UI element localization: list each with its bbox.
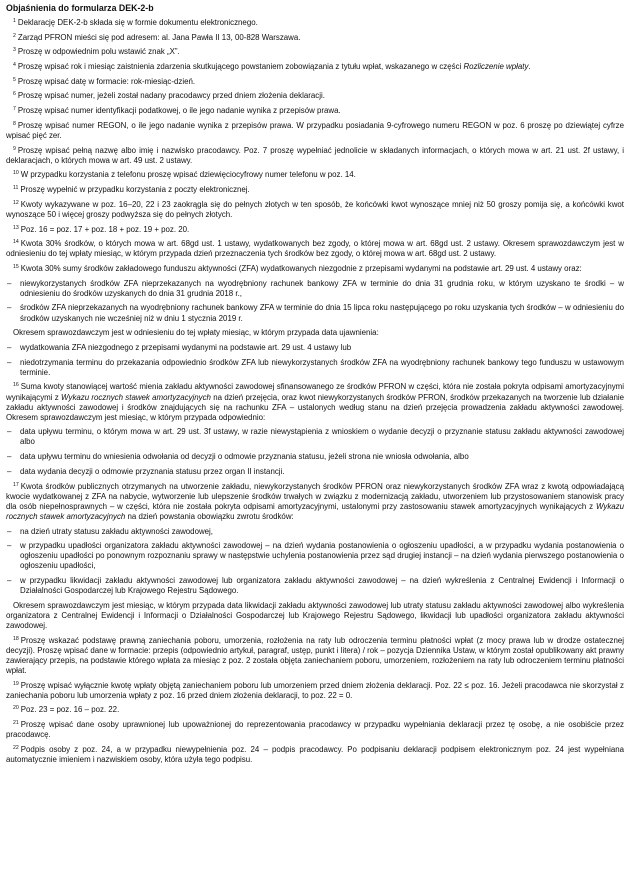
note-text: Proszę wpisać dane osoby uprawnionej lub upoważnionej do reprezentowania pracodawcy w przypadku wypełniania deklaracji przez tę osobę, a nie osobiście przez pracodawcę.: [6, 720, 624, 740]
note-text: Proszę wpisać numer, jeżeli został nadany pracodawcy przed dniem złożenia deklaracji.: [17, 91, 325, 101]
note-4: [6, 62, 624, 72]
note-15-list-a: [6, 279, 624, 324]
footnote-number: 8: [13, 120, 16, 127]
note-text: Zarząd PFRON mieści się pod adresem: al. Jana Pawła II 13, 00-828 Warszawa.: [17, 32, 301, 42]
note-9: [6, 146, 624, 166]
note-text: Kwota środków publicznych otrzymanych na utworzenie zakładu, niewykorzystanych środków PFRON oraz niewykorzystanych środków ZFA wraz z kwotą odpowiadającą kwocie wydatkowanej z ZFA na nabycie, wytworzenie lub ulepszenie środków trwałych w związku z modernizacją zakładu, utworzeniem lub przystosowaniem stanowisk pracy dla osób niepełnosprawnych – w części, która nie została pokryta odpisami amortyzacyjnymi, ustalonymi przy zastosowaniu stawek amortyzacyjnych wynikających z: [6, 481, 624, 511]
list-item: – data wydania decyzji o odmowie przyznania statusu przez organ II instancji.: [20, 467, 624, 477]
footnote-number: 14: [13, 239, 19, 246]
note-1: [6, 18, 624, 28]
note-text: Proszę wpisać datę w formacie: rok-miesiąc-dzień.: [17, 76, 196, 86]
list-item: – niewykorzystanych środków ZFA nieprzekazanych na wyodrębniony rachunek bankowy ZFA w terminie do dnia 31 grudnia roku, w którym uzyskano te środki – w odniesieniu do środków uzyskanych do dnia 31 grudnia 2018 r.,: [20, 279, 624, 299]
footnote-number: 18: [13, 635, 19, 642]
footnote-number: 6: [13, 91, 16, 98]
footnote-number: 13: [13, 224, 19, 231]
note-text: Poz. 16 = poz. 17 + poz. 18 + poz. 19 + poz. 20.: [20, 224, 190, 234]
note-text: Proszę wypełnić w przypadku korzystania z poczty elektronicznej.: [20, 185, 250, 195]
note-text: Proszę wpisać rok i miesiąc zaistnienia zdarzenia skutkującego powstaniem zobowiązania z tytułu wpłat, wskazanego w części: [17, 62, 464, 72]
list-item: – na dzień utraty statusu zakładu aktywności zawodowej,: [20, 527, 624, 537]
note-text: Kwota 30% sumy środków zakładowego funduszu aktywności (ZFA) wydatkowanych niezgodnie z przepisami wydanymi na podstawie art. 29 ust. 4 ustawy oraz:: [20, 264, 582, 273]
note-8: [6, 121, 624, 141]
note-2: [6, 33, 624, 43]
note-15-list-b: [6, 343, 624, 378]
note-emphasis: Wykazu rocznych stawek amortyzacyjnych: [6, 501, 624, 521]
note-text: W przypadku korzystania z telefonu proszę wpisać dziewięciocyfrowy numer telefonu w poz. 14.: [20, 170, 356, 180]
note-text: Deklarację DEK-2-b składa się w formie dokumentu elektronicznego.: [17, 18, 258, 27]
footnote-number: 15: [13, 264, 19, 270]
list-item: – w przypadku upadłości organizatora zakładu aktywności zawodowej – na dzień wydania postanowienia o ogłoszeniu upadłości, a w przypadku wydania postanowienia o ogłoszeniu upadłości po ponownym rozpoznaniu sprawy w następstwie uchylenia postanowienia przez sąd drugiej instancji – na dzień wydania pierwszego postanowienia o ogłoszeniu upadłości,: [20, 541, 624, 571]
note-text: Proszę wskazać podstawę prawną zaniechania poboru, umorzenia, rozłożenia na raty lub odroczenia terminu płatności wpłat (z mocy prawa lub w drodze ostatecznej decyzji). Proszę wpisać dane w formacie: przepis (odpowiednio artykuł, paragraf, ustęp, punkt i litera) / rok – pozycja Dziennika Ustaw, w którym został opublikowany akt prawny zawierający przepis, na podstawie którego wpłata za miesiąc z poz. 2 została objęta zaniechaniem poboru, umorzeniem, rozłożeniem na raty lub odroczeniem terminu płatności wpłat.: [6, 635, 624, 675]
footnote-number: 5: [13, 76, 16, 83]
note-emphasis: Rozliczenie wpłaty: [463, 62, 529, 72]
note-5: [6, 77, 624, 87]
footnote-number: 1: [13, 18, 16, 24]
note-text: Kwota 30% środków, o których mowa w art. 68gd ust. 1 ustawy, wydatkowanych bez zgody, o której mowa w art. 68gd ust. 2 ustawy. Okresem sprawozdawczym jest w odniesieniu do tej wpłaty miesiąc, w którym przypada dzień przeznaczenia tych środków bez zgody, o której mowa w art. 68gd ust. 2 ustawy.: [6, 239, 624, 259]
list-item: – data upływu terminu, o którym mowa w art. 29 ust. 3f ustawy, w razie niewystąpienia z wnioskiem o wydanie decyzji o przyznanie statusu zakładu aktywności zawodowej albo: [20, 427, 624, 447]
note-12: [6, 200, 624, 220]
footnote-number: 12: [13, 199, 19, 206]
document-title: Objaśnienia do formularza DEK-2-b: [6, 3, 154, 13]
note-text: Proszę w odpowiednim polu wstawić znak „X”.: [17, 47, 180, 57]
note-emphasis: Wykazu rocznych stawek amortyzacyjnych: [61, 392, 211, 402]
note-10: [6, 170, 624, 180]
footnote-number: 4: [13, 62, 16, 69]
list-item: – data upływu terminu do wniesienia odwołania od decyzji o odmowie przyznania statusu, jeżeli strona nie wniosła odwołania, albo: [20, 452, 624, 462]
note-21: [6, 720, 624, 740]
note-16: [6, 382, 624, 422]
footnote-number: 11: [13, 185, 19, 192]
note-text: .: [528, 62, 531, 72]
footnote-number: 19: [13, 680, 19, 687]
footnote-number: 3: [13, 47, 16, 54]
note-text: Podpis osoby z poz. 24, a w przypadku niewypełnienia poz. 24 – podpis pracodawcy. Po podpisaniu deklaracji podpisem elektronicznym poz. 24 jest wypełniana automatycznie imieniem i nazwiskiem osoby, która użyła tego podpisu.: [6, 744, 624, 765]
note-11: [6, 185, 624, 195]
note-text: na dzień przejęcia, oraz kwot niewykorzystanych środków PFRON, środków przekazanych na tworzenie lub działanie zakładu aktywności zawodowej i środków znajdujących się na rachunku ZFA – ustalonych według stanu na dzień przejęcia prowadzenia zakładu aktywności zawodowej. Okresem sprawozdawczym jest miesiąc, w którym przypada odpowiednio:: [6, 392, 624, 422]
footnote-number: 17: [13, 481, 19, 488]
note-text: Kwoty wykazywane w poz. 16–20, 22 i 23 zaokrągla się do pełnych złotych w ten sposób, że końcówki kwot wynoszące mniej niż 50 groszy pomija się, a końcówki kwot wynoszące 50 i więcej groszy podwyższa się do pełnych złotych.: [6, 199, 624, 219]
note-3: [6, 47, 624, 57]
footnote-number: 16: [13, 382, 19, 389]
note-17-list: [6, 527, 624, 597]
note-20: [6, 705, 624, 715]
note-text: Proszę wpisać numer REGON, o ile jego nadanie wynika z przepisów prawa. W przypadku posiadania 9-cyfrowego numeru REGON w poz. 6 proszę po dziewiątej cyfrze wpisać pięć zer.: [6, 120, 624, 140]
list-item: – wydatkowania ZFA niezgodnego z przepisami wydanymi na podstawie art. 29 ust. 4 ustawy lub: [20, 343, 624, 353]
note-16-list: [6, 427, 624, 477]
note-7: [6, 106, 624, 116]
note-19: [6, 681, 624, 701]
note-15: [6, 264, 624, 274]
footnote-number: 20: [13, 705, 19, 712]
footnote-number: 9: [13, 145, 16, 152]
list-item: – w przypadku likwidacji zakładu aktywności zawodowej lub organizatora zakładu aktywności zawodowej – na dzień wykreślenia z Centralnej Ewidencji i Informacji o Działalności Gospodarczej lub Krajowego Rejestru Sądowego.: [20, 576, 624, 596]
footnote-number: 7: [13, 106, 16, 113]
note-14: [6, 239, 624, 259]
note-text: Proszę wpisać pełną nazwę albo imię i nazwisko pracodawcy. Poz. 7 proszę wypełniać jednolicie w składanych informacjach, o których mowa w art. 21 ust. 2f ustawy, i deklaracjach, o których mowa w art. 49 ust. 2 ustawy.: [6, 145, 624, 165]
footnote-number: 2: [13, 32, 16, 39]
list-item: – środków ZFA nieprzekazanych na wyodrębniony rachunek bankowy ZFA w terminie do dnia 15 lipca roku następującego po roku uzyskania tych środków – w odniesieniu do środków uzyskanych nie wcześniej niż w dniu 1 stycznia 2019 r.: [20, 303, 624, 323]
note-text: Suma kwoty stanowiącej wartość mienia zakładu aktywności zawodowej sfinansowanego ze środków PFRON w części, która nie została pokryta odpisami amortyzacyjnymi wynikającymi z: [6, 382, 624, 402]
footnote-number: 22: [13, 744, 19, 751]
note-17-paragraph: Okresem sprawozdawczym jest miesiąc, w którym przypada data likwidacji zakładu aktywności zawodowej lub utraty statusu zakładu aktywności zawodowej albo wykreślenia organizatora z Centralnej Ewidencji i Informacji o Działalności Gospodarczej lub Krajowego Rejestru Sądowego, likwidacji lub upadłości organizatora zakładu aktywności zawodowej.: [6, 600, 624, 631]
note-17: [6, 482, 624, 522]
note-text: Proszę wpisać numer identyfikacji podatkowej, o ile jego nadanie wynika z przepisów prawa.: [17, 106, 341, 116]
note-13: [6, 225, 624, 235]
note-22: [6, 745, 624, 765]
list-item: – niedotrzymania terminu do przekazania odpowiednio środków ZFA lub niewykorzystanych środków ZFA na wyodrębniony rachunek bankowy tego funduszu w ustawowym terminie.: [20, 358, 624, 378]
note-text: Poz. 23 = poz. 16 – poz. 22.: [20, 705, 120, 715]
footnote-number: 10: [13, 170, 19, 177]
note-18: [6, 636, 624, 676]
note-15-paragraph: Okresem sprawozdawczym jest w odniesieniu do tej wpłaty miesiąc, w którym przypada data ujawnienia:: [13, 328, 379, 338]
note-6: [6, 91, 624, 101]
note-text: Proszę wpisać wyłącznie kwotę wpłaty objętą zaniechaniem poboru lub umorzeniem przed dniem złożenia deklaracji. Poz. 22 ≤ poz. 16. Jeżeli pracodawca nie skorzystał z zaniechania poboru lub umorzenia wpłaty z poz. 16 przed dniem złożenia deklaracji, to poz. 22 = 0.: [6, 680, 624, 700]
note-text: na dzień powstania obowiązku zwrotu środków:: [125, 511, 294, 521]
footnote-number: 21: [13, 720, 19, 727]
